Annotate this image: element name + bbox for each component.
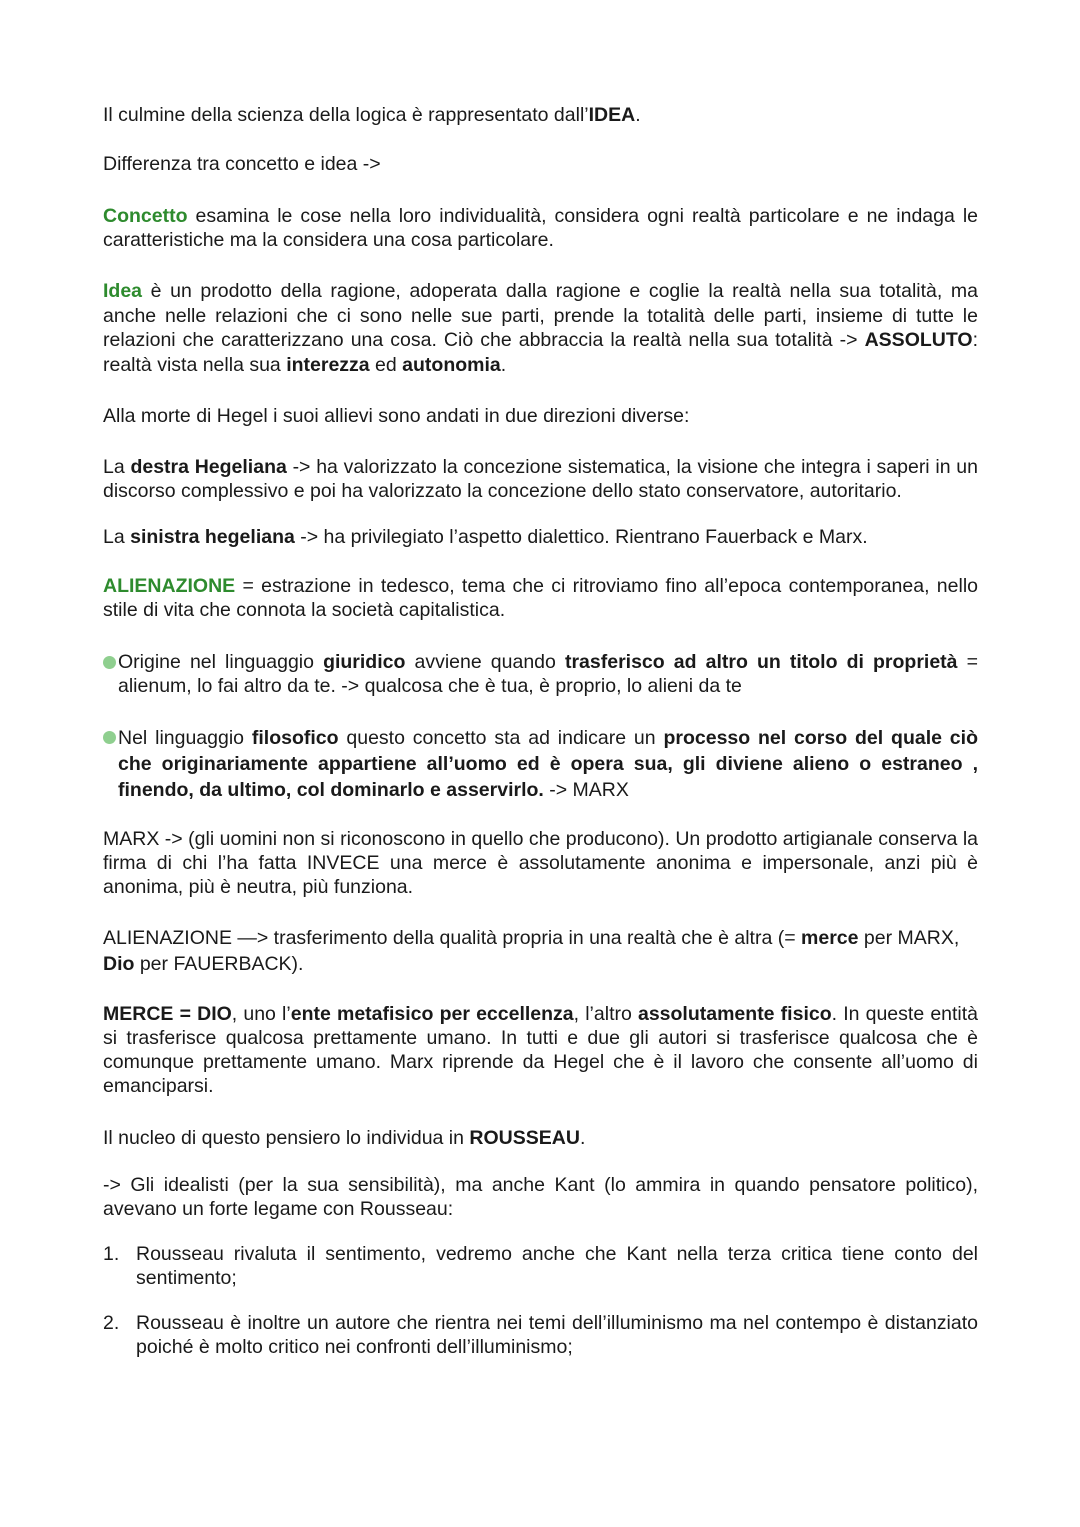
- text: -> ha valorizzato la concezione sistematica, la visione che integra i saperi in un discorso complessivo e poi ha valorizzato la concezione dello stato conservatore, autoritario.: [103, 456, 978, 502]
- paragraph-destra: [103, 455, 978, 503]
- text: = alienum, lo fai altro da te. -> qualcosa che è tua, è proprio, lo alieni da te: [118, 651, 978, 697]
- text: avviene quando: [405, 651, 565, 673]
- list-item-2: [103, 1311, 978, 1359]
- text: Nel linguaggio: [118, 727, 252, 749]
- paragraph-sinistra: [103, 525, 978, 549]
- text: .: [579, 1127, 586, 1149]
- text: -> ha privilegiato l’aspetto dialettico. Rientrano Fauerback e Marx.: [294, 526, 868, 548]
- paragraph-merce-dio: [103, 1002, 978, 1098]
- text: .: [500, 353, 507, 376]
- text: : realtà vista nella sua: [103, 329, 978, 376]
- text: Origine nel linguaggio: [118, 651, 324, 673]
- bold-trasferisco: trasferisco ad altro un titolo di proprietà: [564, 651, 958, 673]
- text: , l’altro: [573, 1003, 638, 1025]
- paragraph-morte-hegel: Alla morte di Hegel i suoi allievi sono andati in due direzioni diverse:: [103, 405, 690, 427]
- text: è un prodotto della ragione, adoperata dalla ragione e coglie la realtà nella sua totalità, ma anche nelle relazioni che ci sono nelle sue parti, prende la totalità delle parti, insieme di tutte le relazioni che caratterizzano una cosa. Ciò che abbraccia la realtà nella sua totalità ->: [103, 280, 978, 351]
- bold-interezza: interezza: [286, 353, 370, 376]
- bold-merce-dio: MERCE = DIO: [103, 1003, 232, 1025]
- bullet-giuridico: [103, 650, 978, 698]
- bold-dio: Dio: [103, 953, 135, 975]
- term-alienazione: ALIENAZIONE: [103, 575, 236, 597]
- bold-filosofico: filosofico: [251, 727, 339, 749]
- text: , uno l’: [231, 1003, 291, 1025]
- bold-destra: destra Hegeliana: [130, 456, 287, 478]
- text: Il culmine della scienza della logica è rappresentato dall’: [103, 104, 589, 126]
- list-item-1: [103, 1242, 978, 1290]
- text: .: [635, 104, 641, 126]
- bullet-text: [118, 725, 978, 803]
- bold-rousseau: ROUSSEAU: [469, 1127, 580, 1149]
- bullet-filosofico: [103, 725, 978, 803]
- bold-sinistra: sinistra hegeliana: [130, 526, 295, 548]
- text: esamina le cose nella loro individualità, considera ogni realtà particolare e ne indaga le caratteristiche ma la considera una cosa particolare.: [103, 205, 978, 251]
- text: La: [103, 526, 131, 548]
- bold-idea: IDEA: [588, 104, 636, 126]
- term-concetto: Concetto: [103, 205, 188, 227]
- text: -> MARX: [543, 779, 629, 801]
- bold-fisico: assolutamente fisico: [637, 1003, 832, 1025]
- paragraph-marx: MARX -> (gli uomini non si riconoscono in quello che producono). Un prodotto artigianale conserva la firma di chi l’ha fatta INVECE una merce è assolutamente anonima e impersonale, anzi più è anonima, più è neutra, più funziona.: [103, 828, 978, 898]
- bullet-dot-icon: [103, 656, 116, 669]
- text: ed: [369, 353, 403, 376]
- text: per MARX,: [858, 927, 960, 949]
- list-text: Rousseau è inoltre un autore che rientra nei temi dell’illuminismo ma nel contempo è distanziato poiché è molto critico nei confronti dell’illuminismo;: [136, 1312, 978, 1358]
- bold-assoluto: ASSOLUTO: [864, 329, 973, 351]
- text: ALIENAZIONE —> trasferimento della qualità propria in una realtà che è altra (=: [103, 927, 802, 949]
- bold-merce: merce: [801, 927, 859, 949]
- text: = estrazione in tedesco, tema che ci ritroviamo fino all’epoca contemporanea, nello stile di vita che connota la società capitalistica.: [103, 575, 978, 621]
- text: La: [103, 456, 131, 478]
- text: questo concetto sta ad indicare un: [338, 727, 664, 749]
- bold-ente-metafisico: ente metafisico per eccellenza: [290, 1003, 574, 1025]
- bullet-dot-icon: [103, 731, 116, 744]
- paragraph-idea: [103, 279, 978, 377]
- text: per FAUERBACK).: [134, 953, 304, 975]
- paragraph-rousseau: [103, 1126, 978, 1150]
- text: . In queste entità si trasferisce qualcosa prettamente umano. In tutti e due gli autori si trasferisce qualcosa che è comunque prettamente umano. Marx riprende da Hegel che è il lavoro che consente all’uomo di emanciparsi.: [103, 1003, 979, 1097]
- bold-giuridico: giuridico: [323, 651, 406, 673]
- text: Il nucleo di questo pensiero lo individua in: [103, 1127, 470, 1149]
- list-number: 1.: [103, 1243, 120, 1265]
- list-number: 2.: [103, 1312, 120, 1334]
- paragraph-alienazione: [103, 574, 978, 622]
- bullet-text: [118, 650, 978, 698]
- bold-processo: processo nel corso del quale ciò che originariamente appartiene all’uomo ed è opera sua, gli diviene alieno o estraneo , finendo, da ultimo, col dominarlo e asservirlo.: [118, 727, 978, 801]
- paragraph-idea-culmine: [103, 103, 978, 127]
- paragraph-concetto: [103, 204, 978, 252]
- list-text: Rousseau rivaluta il sentimento, vedremo anche che Kant nella terza critica tiene conto del sentimento;: [136, 1243, 978, 1289]
- paragraph-alienazione-def: [103, 925, 978, 977]
- paragraph-differenza: Differenza tra concetto e idea ->: [103, 153, 381, 175]
- term-idea: Idea: [103, 280, 143, 302]
- paragraph-idealisti: -> Gli idealisti (per la sua sensibilità), ma anche Kant (lo ammira in quando pensatore politico), avevano un forte legame con Rousseau:: [103, 1174, 978, 1220]
- bold-autonomia: autonomia: [402, 353, 501, 376]
